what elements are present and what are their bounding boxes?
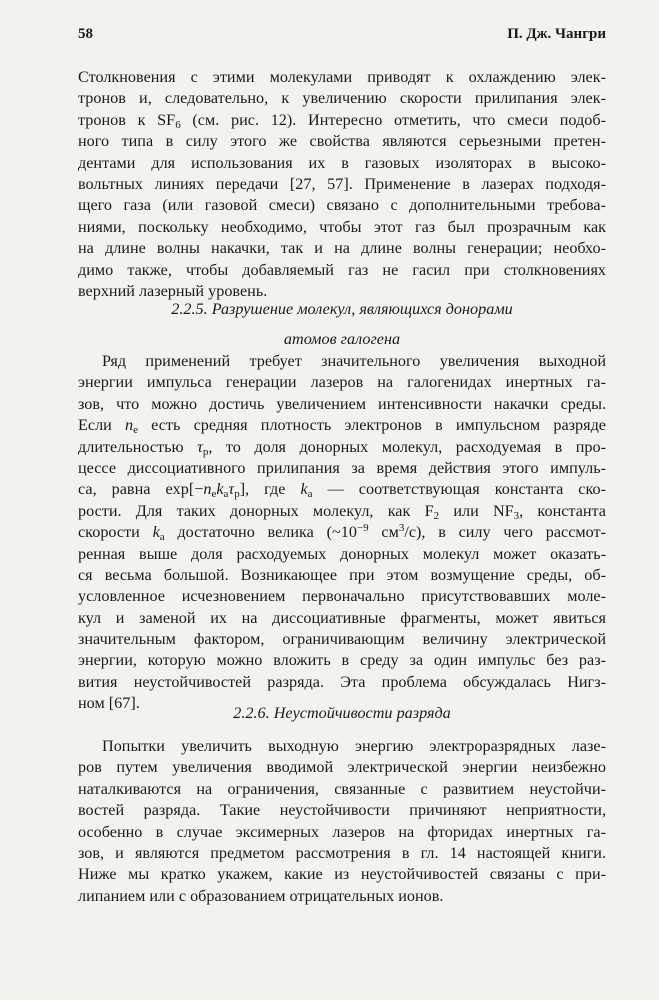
text-line: тронов и, следовательно, к увеличению скорости прилипания элек-: [78, 89, 606, 108]
text-line: Попытки увеличить выходную энергию электроразрядных лазе-: [102, 737, 606, 755]
text-line: цессе диссоциативного прилипания за время действия этого импуль-: [78, 458, 606, 477]
text-line: ренная выше доля расходуемых донорных молекул может оказать-: [78, 544, 606, 563]
running-title: П. Дж. Чангри: [507, 26, 606, 42]
text-line: щего газа (или газовой смеси) связано с дополнительными требова-: [78, 196, 606, 215]
text-line: на длине волны накачки, так и на длине волны генерации; необхо-: [78, 239, 606, 258]
paragraph-donor-molecules: [78, 351, 606, 715]
text-line: скорости $k_a$ достаточно велика ($\sim 10^{-9}$ $см^3/с$), в силу чего рассмот-: [78, 522, 606, 544]
text-line: кул и заменой их на диссоциативные фрагменты, может явиться: [78, 608, 606, 627]
text-line: верхний лазерный уровень.: [78, 281, 268, 300]
text-line: ного типа в силу этого же свойства являются серьезными претен-: [78, 132, 606, 151]
text-line: са, равна $\exp[-n_ek_a\tau_p]$, где $k_a$ — соответствующая константа ско-: [78, 480, 606, 501]
text-line: энергии импульса генерации лазеров на галогенидах инертных га-: [78, 373, 606, 392]
text-line: энергии, которую можно вложить в среду за один импульс без раз-: [78, 651, 606, 670]
text-line: липанием или с образованием отрицательных ионов.: [78, 886, 444, 905]
text-line: дентами для использования их в газовых изоляторах в высоко-: [78, 153, 606, 172]
text-line: особенно в случае эксимерных лазеров на фторидах инертных га-: [78, 822, 606, 841]
text-line: наталкиваются на ограничения, связанные с развитием неустойчи-: [78, 779, 606, 798]
page-number: 58: [78, 26, 93, 42]
section-heading-2-2-5: [78, 299, 606, 350]
text-line: Ниже мы кратко укажем, какие из неустойчивостей связаны с при-: [78, 865, 606, 884]
section-heading-2-2-6: [78, 703, 606, 724]
paragraph-attachment-cooling: [78, 67, 606, 302]
heading-line: атомов галогена: [283, 330, 401, 348]
text-line: Ряд применений требует значительного увеличения выходной: [102, 352, 606, 370]
heading-line: 2.2.6. Неустойчивости разряда: [233, 704, 451, 722]
text-line: значительным фактором, ограничивающим величину электрической: [78, 630, 606, 649]
heading-line: 2.2.5. Разрушение молекул, являющихся донорами: [171, 300, 513, 318]
text-line: Столкновения с этими молекулами приводят к охлаждению элек-: [78, 68, 606, 86]
text-line: зов, и являются предметом рассмотрения в гл. 14 настоящей книги.: [78, 843, 606, 862]
text-line: востей разряда. Такие неустойчивости причиняют неприятности,: [78, 801, 606, 820]
text-line: димо также, чтобы добавляемый газ не гасил при столкновениях: [78, 260, 606, 279]
text-line: ном [67].: [78, 694, 140, 713]
text-line: условленное исчезновением первоначально присутствовавших моле-: [78, 587, 606, 606]
text-line: Если $n_e$ есть средняя плотность электронов в импульсном разряде: [78, 416, 606, 437]
text-line: длительностью $\tau_p$, то доля донорных молекул, расходуемая в про-: [78, 437, 606, 458]
paragraph-discharge-instabilities: [78, 736, 606, 907]
text-line: ся весьма большой. Возникающее при этом возмущение среды, об-: [78, 565, 606, 584]
text-line: рости. Для таких донорных молекул, как $F_2$ или $NF_3$, константа: [78, 501, 606, 522]
page-header: [78, 26, 606, 50]
text-line: зов, что можно достичь увеличением интенсивности накачки среды.: [78, 394, 606, 413]
text-line: тронов к $SF_6$ (см. рис. 12). Интересно отметить, что смеси подоб-: [78, 110, 607, 131]
text-line: вития неустойчивостей разряда. Эта проблема обсуждалась Нигз-: [78, 672, 606, 691]
text-line: ров путем увеличения вводимой электрической энергии неизбежно: [78, 758, 606, 777]
text-line: ниями, поскольку необходимо, чтобы этот газ был прозрачным как: [78, 217, 606, 236]
text-line: вольтных линиях передачи [27, 57]. Применение в лазерах подходя-: [78, 174, 606, 193]
